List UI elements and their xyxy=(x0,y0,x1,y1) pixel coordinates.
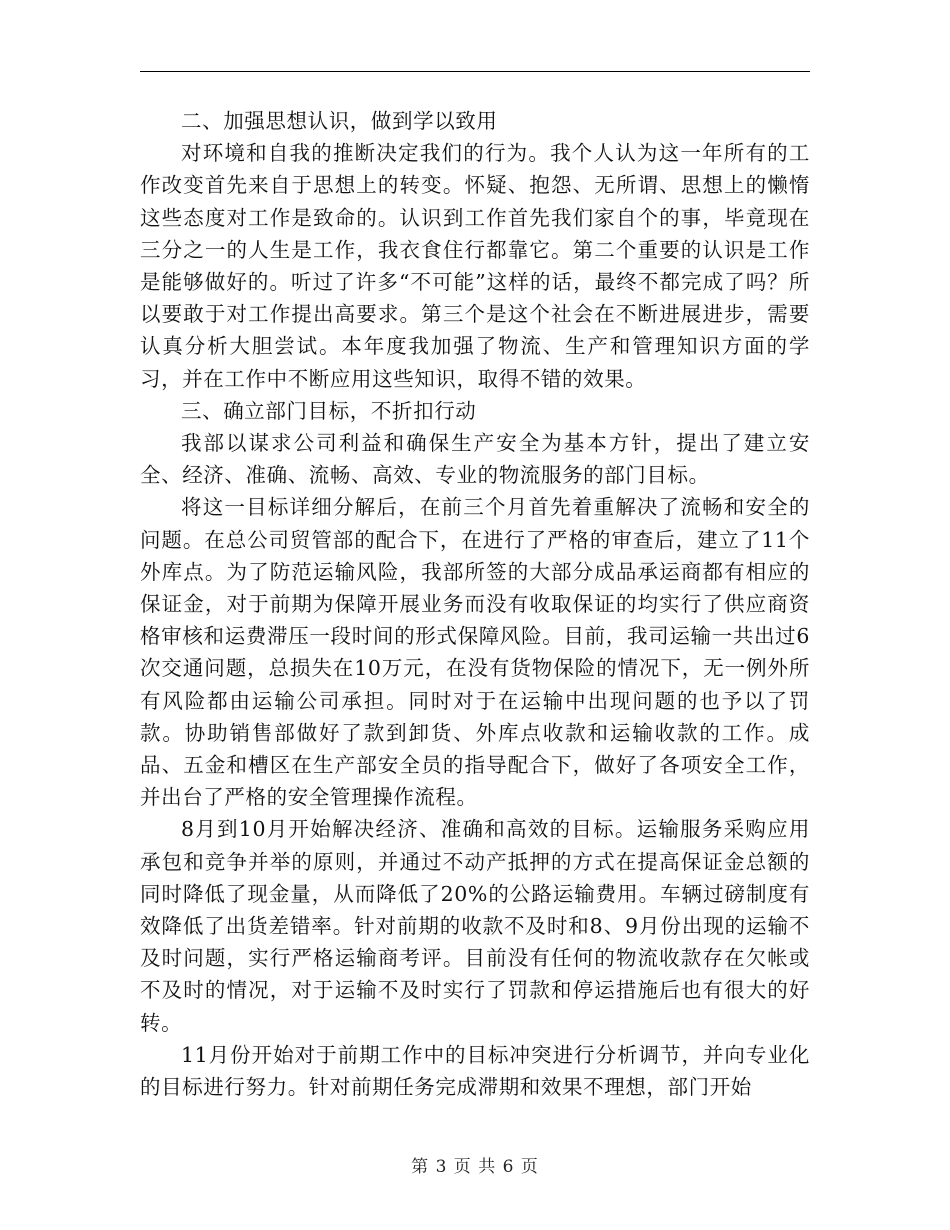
footer-suffix: 页 xyxy=(520,1157,539,1177)
body-paragraph: 11月份开始对于前期工作中的目标冲突进行分析调节，并向专业化的目标进行努力。针对前期任务完成滞期和效果不理想，部门开始 xyxy=(140,1042,810,1100)
body-paragraph: 将这一目标详细分解后，在前三个月首先着重解决了流畅和安全的问题。在总公司贸管部的配合下，在进行了严格的审查后，建立了11个外库点。为了防范运输风险，我部所签的大部分成品承运商都有相应的保证金，对于前期为保障开展业务而没有收取保证的均实行了供应商资格审核和运费滞压一段时间的形式保障风险。目前，我司运输一共出过6次交通问题，总损失在10万元，在没有货物保险的情况下，无一例外所有风险都由运输公司承担。同时对于在运输中出现问题的也予以了罚款。协助销售部做好了款到卸货、外库点收款和运输收款的工作。成品、五金和槽区在生产部安全员的指导配合下，做好了各项安全工作，并出台了严格的安全管理操作流程。 xyxy=(140,495,810,810)
body-paragraph: 对环境和自我的推断决定我们的行为。我个人认为这一年所有的工作改变首先来自于思想上的转变。怀疑、抱怨、无所谓、思想上的懒惰这些态度对工作是致命的。认识到工作首先我们家自个的事，毕竟现在三分之一的人生是工作，我衣食住行都靠它。第二个重要的认识是工作是能够做好的。听过了许多“不可能”这样的话，最终不都完成了吗？所以要敢于对工作提出高要求。第三个是这个社会在不断进展进步，需要认真分析大胆尝试。本年度我加强了物流、生产和管理知识方面的学习，并在工作中不断应用这些知识，取得不错的效果。 xyxy=(140,141,810,391)
section-heading-two: 二、加强思想认识，做到学以致用 xyxy=(181,109,498,133)
section-heading-three: 三、确立部门目标，不折扣行动 xyxy=(181,398,477,423)
footer-total-pages: 6 xyxy=(502,1157,515,1177)
footer-total-label: 共 xyxy=(478,1157,497,1177)
document-body xyxy=(140,105,810,1103)
footer-page-label: 页 xyxy=(453,1157,472,1177)
body-paragraph: 我部以谋求公司利益和确保生产安全为基本方针，提出了建立安全、经济、准确、流畅、高效、专业的物流服务的部门目标。 xyxy=(140,431,810,488)
header-rule xyxy=(140,71,810,72)
body-paragraph: 8月到10月开始解决经济、准确和高效的目标。运输服务采购应用承包和竞争并举的原则，并通过不动产抵押的方式在提高保证金总额的同时降低了现金量，从而降低了20%的公路运输费用。车辆过磅制度有效降低了出货差错率。针对前期的收款不及时和8、9月份出现的运输不及时问题，实行严格运输商考评。目前没有任何的物流收款存在欠帐或不及时的情况，对于运输不及时实行了罚款和停运措施后也有很大的好转。 xyxy=(140,817,810,1035)
footer-current-page: 3 xyxy=(435,1157,448,1177)
footer-prefix: 第 xyxy=(411,1157,430,1177)
page-footer xyxy=(0,1152,950,1177)
